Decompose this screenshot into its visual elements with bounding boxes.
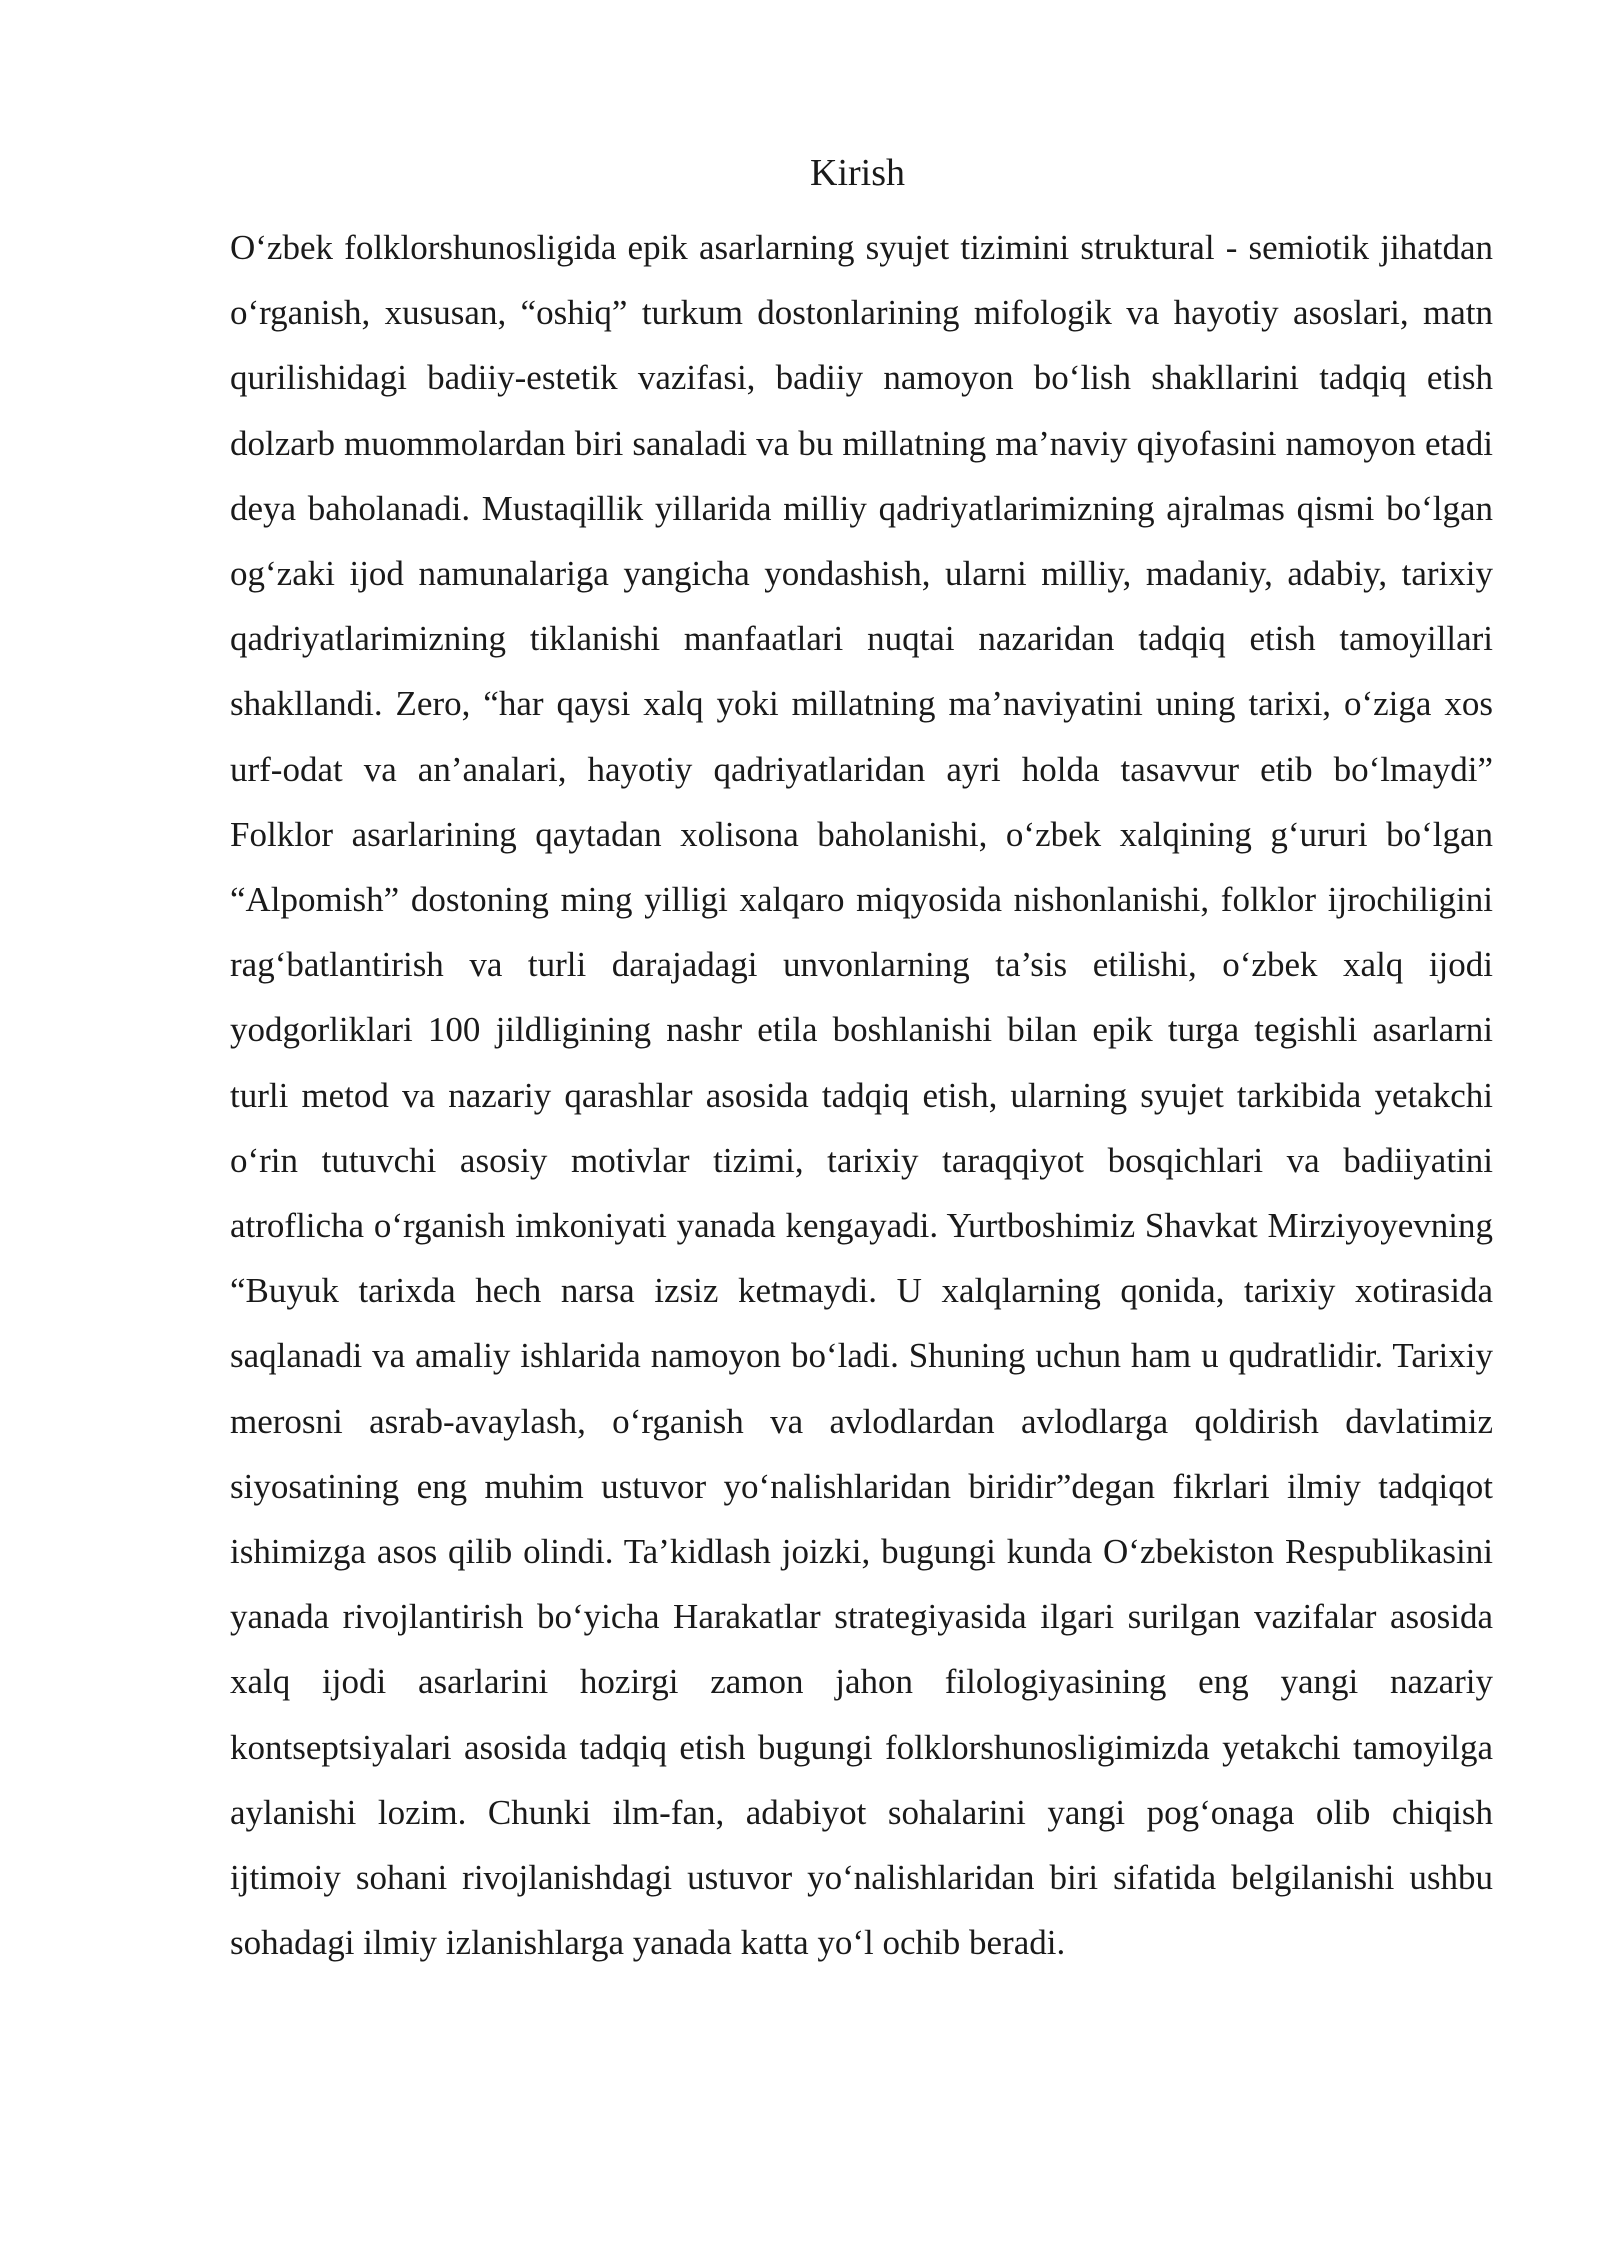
body-paragraph: O‘zbek folklorshunosligida epik asarlarning syujet tizimini struktural - semiotik jihatdan o‘rganish, xususan, “oshiq” turkum dostonlarining mifologik va hayotiy asoslari, matn qurilishidagi badiiy-estetik vazifasi, badiiy namoyon bo‘lish shakllarini tadqiq etish dolzarb muommolardan biri sanaladi va bu millatning ma’naviy qiyofasini namoyon etadi deya baholanadi. Mustaqillik yillarida milliy qadriyatlarimizning ajralmas qismi bo‘lgan og‘zaki ijod namunalariga yangicha yondashish, ularni milliy, madaniy, adabiy, tarixiy qadriyatlarimizning tiklanishi manfaatlari nuqtai nazaridan tadqiq etish tamoyillari shakllandi. Zero, “har qaysi xalq yoki millatning ma’naviyatini uning tarixi, o‘ziga xos urf-odat va an’analari, hayotiy qadriyatlaridan ayri holda tasavvur etib bo‘lmaydi” Folklor asarlarining qaytadan xolisona baholanishi, o‘zbek xalqining g‘ururi bo‘lgan “Alpomish” dostoning ming yilligi xalqaro miqyosida nishonlanishi, folklor ijrochiligini rag‘batlantirish va turli darajadagi unvonlarning ta’sis etilishi, o‘zbek xalq ijodi yodgorliklari 100 jildligining nashr etila boshlanishi bilan epik turga tegishli asarlarni turli metod va nazariy qarashlar asosida tadqiq etish, ularning syujet tarkibida yetakchi o‘rin tutuvchi asosiy motivlar tizimi, tarixiy taraqqiyot bosqichlari va badiiyatini atroflicha o‘rganish imkoniyati yanada kengayadi. Yurtboshimiz Shavkat Mirziyoyevning “Buyuk tarixda hech narsa izsiz ketmaydi. U xalqlarning qonida, tarixiy xotirasida saqlanadi va amaliy ishlarida namoyon bo‘ladi. Shuning uchun ham u qudratlidir. Tarixiy merosni asrab-avaylash, o‘rganish va avlodlardan avlodlarga qoldirish davlatimiz siyosatining eng muhim ustuvor yo‘nalishlaridan biridir”degan fikrlari ilmiy tadqiqot ishimizga asos qilib olindi. Ta’kidlash joizki, bugungi kunda O‘zbekiston Respublikasini yanada rivojlantirish bo‘yicha Harakatlar strategiyasida ilgari surilgan vazifalar asosida xalq ijodi asarlarini hozirgi zamon jahon filologiyasining eng yangi nazariy kontseptsiyalari asosida tadqiq etish bugungi folklorshunosligimizda yetakchi tamoyilga aylanishi lozim. Chunki ilm-fan, adabiyot sohalarini yangi pog‘onaga olib chiqish ijtimoiy sohani rivojlanishdagi ustuvor yo‘nalishlaridan biri sifatida belgilanishi ushbu sohadagi ilmiy izlanishlarga yanada katta yo‘l ochib beradi. (230, 228, 1493, 1963)
page-title: Kirish (810, 152, 905, 194)
